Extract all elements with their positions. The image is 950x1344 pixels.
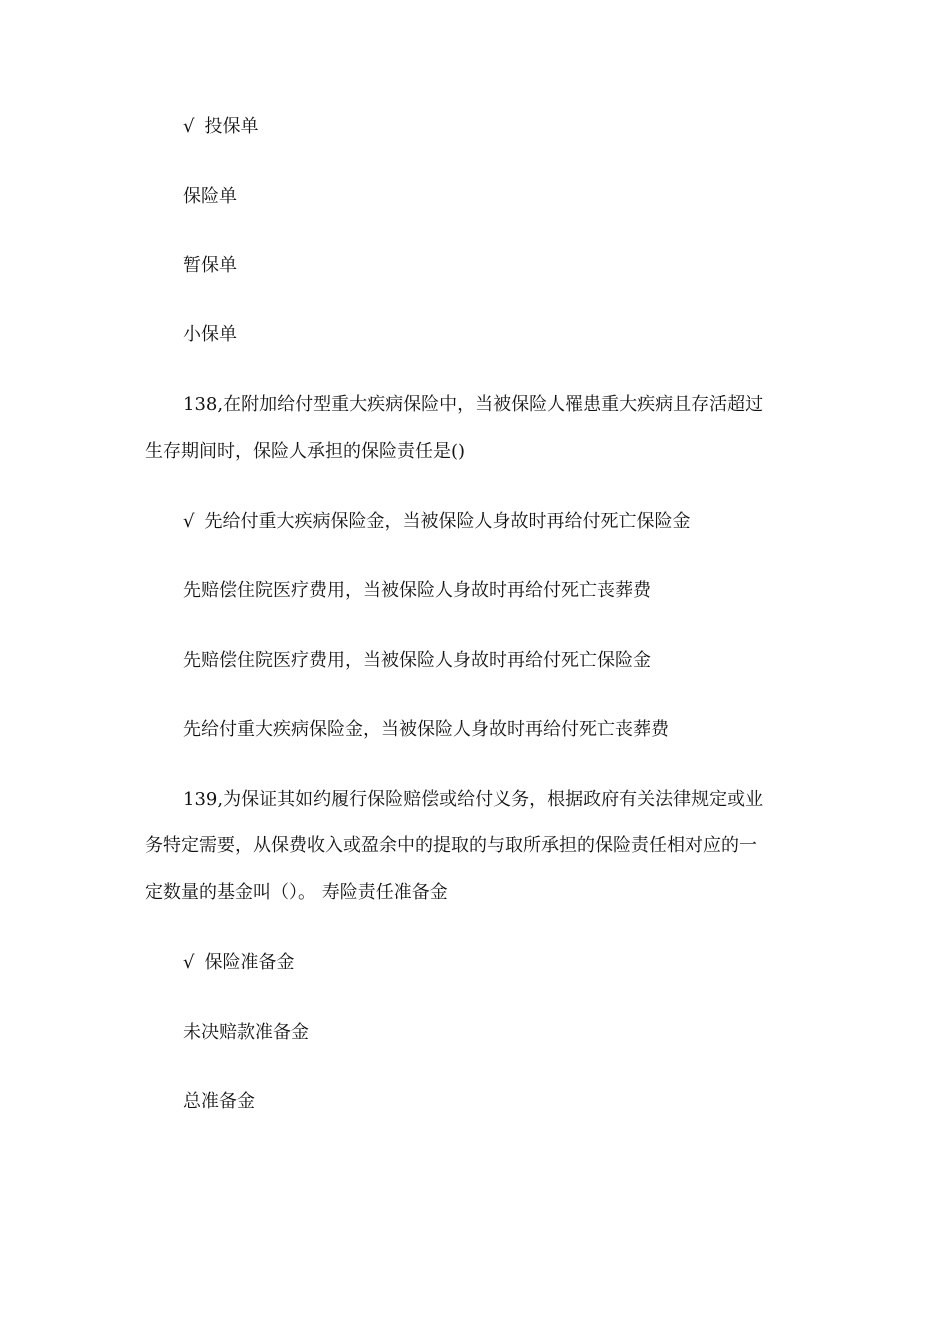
- option-text: 小保单: [183, 324, 237, 345]
- option-line: [183, 1090, 255, 1114]
- option-line: [183, 115, 258, 139]
- question-text: 定数量的基金叫（）。 寿险责任准备金: [145, 882, 448, 903]
- option-line: [183, 323, 237, 347]
- option-text: 先给付重大疾病保险金，当被保险人身故时再给付死亡保险金: [204, 511, 691, 532]
- option-text: 投保单: [204, 116, 259, 137]
- option-line: [183, 951, 294, 975]
- question-text: 138,在附加给付型重大疾病保险中，当被保险人罹患重大疾病且存活超过: [183, 394, 764, 415]
- option-line: [183, 649, 651, 673]
- option-text: 先赔偿住院医疗费用，当被保险人身故时再给付死亡保险金: [183, 650, 651, 671]
- option-line: [183, 718, 669, 742]
- option-text: 暂保单: [183, 255, 237, 276]
- option-text: 总准备金: [183, 1091, 255, 1112]
- checkmark-icon: √: [183, 116, 195, 137]
- option-line: [183, 185, 237, 209]
- question-text: 139,为保证其如约履行保险赔偿或给付义务，根据政府有关法律规定或业: [183, 789, 764, 810]
- question-text: 务特定需要，从保费收入或盈余中的提取的与取所承担的保险责任相对应的一: [145, 835, 757, 856]
- checkmark-icon: √: [183, 952, 195, 973]
- option-line: [183, 510, 690, 534]
- option-line: [183, 1021, 309, 1045]
- question-text: 生存期间时，保险人承担的保险责任是(): [145, 441, 466, 462]
- option-line: [183, 579, 651, 603]
- option-text: 先赔偿住院医疗费用，当被保险人身故时再给付死亡丧葬费: [183, 580, 651, 601]
- option-text: 保险单: [183, 186, 237, 207]
- option-text: 先给付重大疾病保险金，当被保险人身故时再给付死亡丧葬费: [183, 719, 669, 740]
- option-text: 未决赔款准备金: [183, 1022, 309, 1043]
- option-line: [183, 254, 237, 278]
- checkmark-icon: √: [183, 511, 195, 532]
- option-text: 保险准备金: [204, 952, 295, 973]
